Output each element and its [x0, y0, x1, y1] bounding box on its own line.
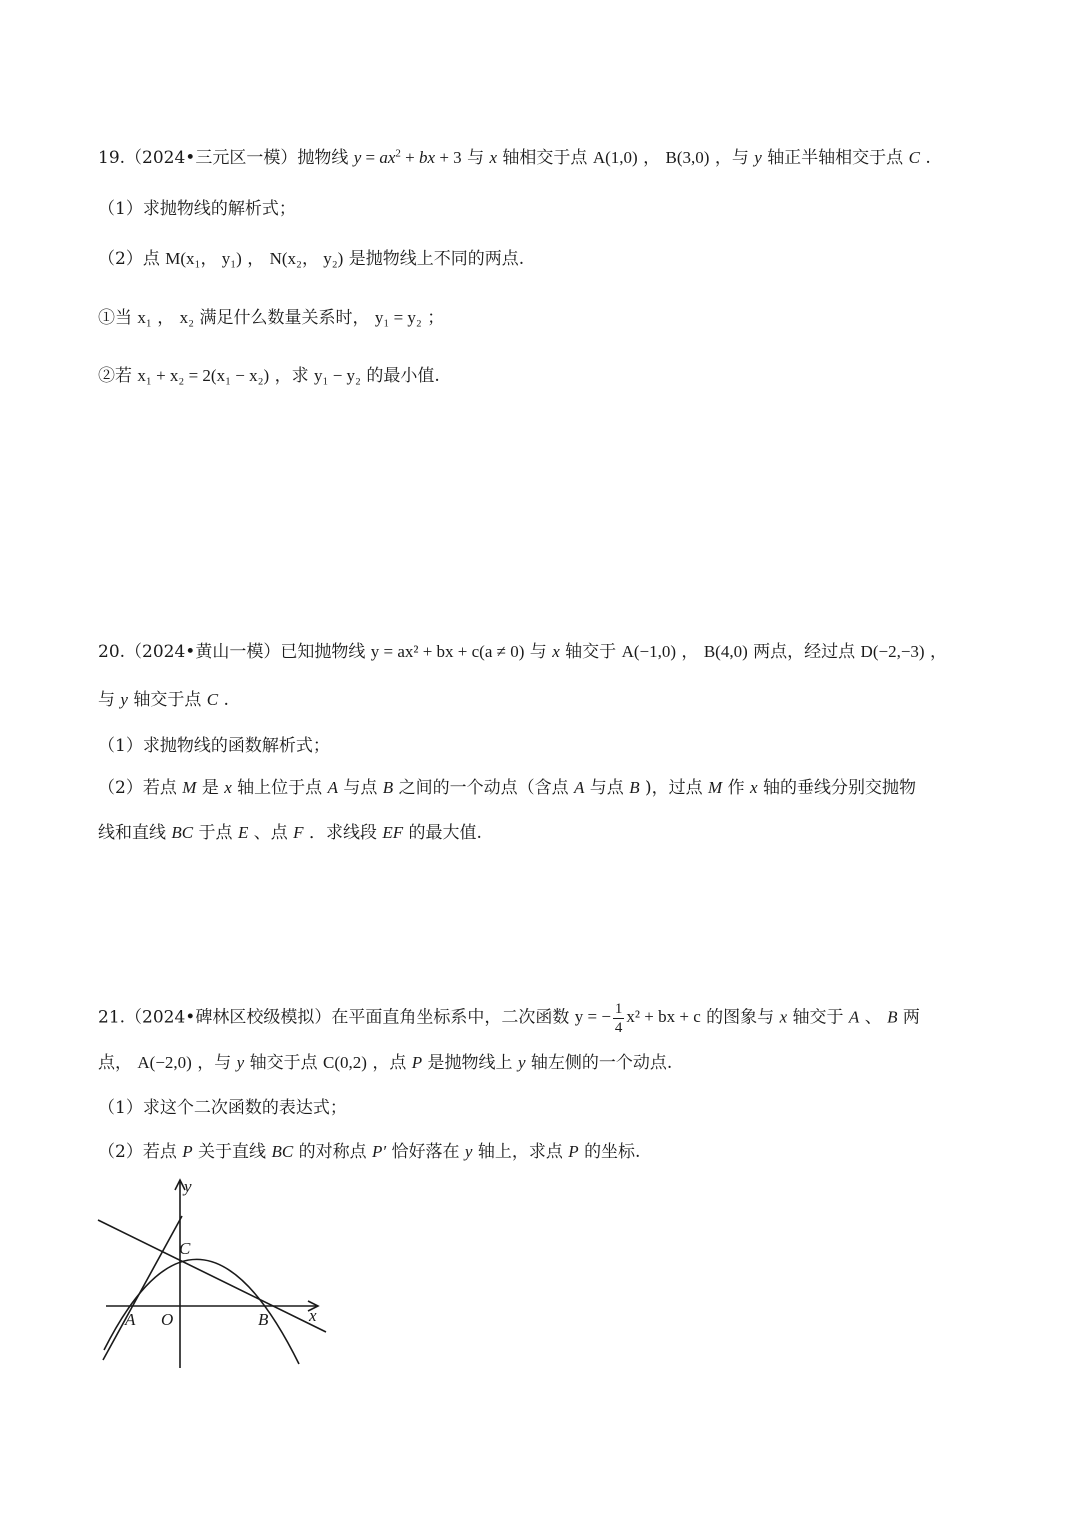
label-c: C — [179, 1239, 191, 1258]
q19-part2: （2）点 M(x₁， y₁) ， N(x₂， y₂) 是抛物线上不同的两点. — [98, 249, 525, 269]
q19-sub2: ②若 x₁ + x₂ = 2(x₁ − x₂) ，求 y₁ − y₂ 的最小值. — [98, 366, 440, 386]
q19-title-line: 19.（2024•三元区一模）抛物线 $y = ax^2$ + bx + 3 与 x 轴相交于点 A(1,0) ， B(3,0) ，与 y 轴正半轴相交于点 C . — [98, 147, 931, 168]
q20-title-line2: 与 y 轴交于点 C . — [98, 690, 229, 710]
q21-part2: （2）若点 P 关于直线 BC 的对称点 P′ 恰好落在 y 轴上，求点 P 的坐标. — [98, 1142, 641, 1162]
label-b: B — [258, 1310, 269, 1329]
q20-equation: y = ax² + bx + c(a ≠ 0) — [370, 642, 525, 661]
label-o: O — [161, 1310, 174, 1329]
point-a19: A(1,0) — [592, 148, 638, 167]
q21-equation: y = − $\frac{1}{4}$ x² + bx + c — [574, 1001, 701, 1036]
point-n: N(x₂， y₂) — [269, 249, 344, 268]
q21-part1: （1）求这个二次函数的表达式； — [98, 1098, 347, 1118]
q19-equation: $y = ax^2$ + bx + 3 — [353, 147, 462, 167]
q20-part2-line2: 线和直线 BC 于点 E 、点 F ．求线段 EF 的最大值. — [98, 823, 482, 843]
q19-sub1: ①当 x₁ ， x₂ 满足什么数量关系时， y₁ = y₂ ； — [98, 308, 445, 328]
label-x: x — [309, 1306, 317, 1325]
q21-title-line2: 点， A(−2,0) ，与 y 轴交于点 C(0,2) ，点 P 是抛物线上 y 轴左侧的一个动点. — [98, 1053, 673, 1073]
q20-head: 20.（2024•黄山一模）已知抛物线 — [98, 642, 366, 662]
label-a: A — [125, 1310, 136, 1329]
q20-part2: （2）若点 M 是 x 轴上位于点 A 与点 B 之间的一个动点（含点 A 与点 B )，过点 M 作 x 轴的垂线分别交抛物 — [98, 778, 916, 798]
line-through-a — [103, 1216, 182, 1360]
q21-title-line: 21.（2024•碑林区校级模拟）在平面直角坐标系中，二次函数 y = − $\frac{1}{4}$ x² + bx + c 的图象与 x 轴交于 A 、 B 两 — [98, 1001, 920, 1036]
point-m: M(x₁， y₁) — [165, 249, 242, 268]
label-y: y — [184, 1177, 192, 1196]
point-b19: B(3,0) — [665, 148, 710, 167]
q20-part1: （1）求抛物线的函数解析式； — [98, 736, 330, 756]
q21-head: 21.（2024•碑林区校级模拟）在平面直角坐标系中，二次函数 — [98, 1007, 570, 1028]
q19-head: 19.（2024•三元区一模）抛物线 — [98, 148, 349, 168]
q20-title-line: 20.（2024•黄山一模）已知抛物线 y = ax² + bx + c(a ≠ 0) 与 x 轴交于 A(−1,0) ， B(4,0) 两点，经过点 D(−2,−3) ， — [98, 642, 947, 662]
q19-part1: （1）求抛物线的解析式； — [98, 199, 296, 219]
